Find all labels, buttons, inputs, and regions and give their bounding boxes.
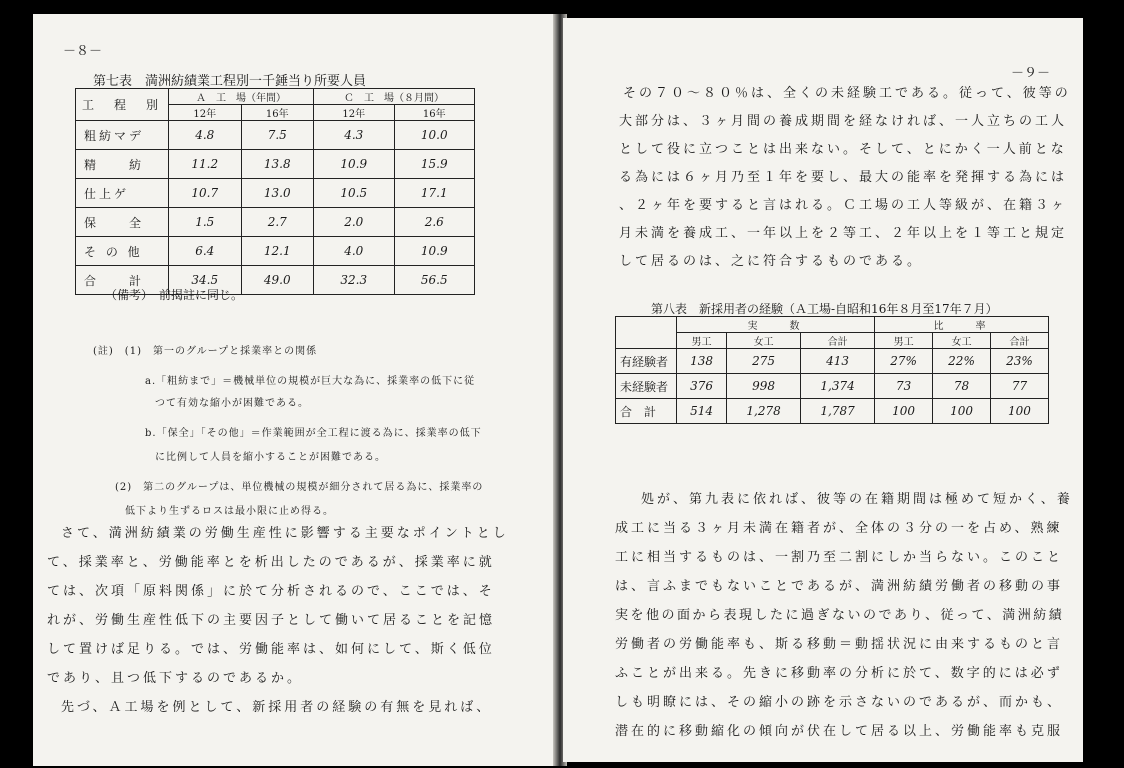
body-line: 大部分は、３ヶ月間の養成期間を経なければ、一人立ちの工人 bbox=[619, 114, 1068, 129]
cell-value: 100 bbox=[933, 399, 991, 424]
table8 bbox=[615, 316, 1049, 424]
table-row bbox=[76, 208, 475, 237]
cell-value: 56.5 bbox=[394, 266, 474, 295]
table8-caption: 第八表 新採用者の経験（Ａ工場-自昭和16年８月至17年７月） bbox=[651, 302, 998, 316]
row-label: そ の 他 bbox=[76, 237, 169, 266]
table8-sub-header: 男工 bbox=[677, 333, 727, 349]
body-line: その７０～８０％は、全くの未経験工である。従って、彼等の bbox=[623, 86, 1071, 101]
page-number: －９－ bbox=[1011, 66, 1051, 81]
body-line: れが、労働生産性低下の主要因子として働いて居ることを記憶 bbox=[47, 613, 496, 628]
body-line: 月未満を養成工、一年以上を２等工、２年以上を１等工と規定 bbox=[619, 226, 1068, 241]
cell-value: 27% bbox=[875, 349, 933, 374]
row-label: 未経験者 bbox=[616, 374, 677, 399]
cell-value: 49.0 bbox=[241, 266, 314, 295]
cell-value: 10.0 bbox=[394, 121, 474, 150]
body-line: して置けば足りる。では、労働能率は、如何にして、斯く低位 bbox=[47, 642, 495, 657]
table8-sub-header: 合計 bbox=[801, 333, 875, 349]
cell-value: 413 bbox=[801, 349, 875, 374]
table7-remark: （備考） 前揭註に同じ。 bbox=[105, 288, 244, 302]
cell-value: 73 bbox=[875, 374, 933, 399]
cell-value: 32.3 bbox=[314, 266, 394, 295]
body-line: しも明瞭には、その縮小の跡を示さないのであるが、而かも、 bbox=[615, 695, 1064, 710]
body-line: 潜在的に移動縮化の傾向が伏在して居る以上、労働能率も克服 bbox=[615, 724, 1064, 739]
cell-value: 10.5 bbox=[314, 179, 394, 208]
cell-value: 10.7 bbox=[169, 179, 242, 208]
row-label: 仕上ゲ bbox=[76, 179, 169, 208]
table7-year: 16年 bbox=[394, 105, 474, 121]
table-row bbox=[76, 237, 475, 266]
cell-value: 1.5 bbox=[169, 208, 242, 237]
row-label: 精 紡 bbox=[76, 150, 169, 179]
row-label: 粗紡マデ bbox=[76, 121, 169, 150]
cell-value: 1,374 bbox=[801, 374, 875, 399]
table7-year: 12年 bbox=[169, 105, 242, 121]
note-line: に比例して人員を縮小することが困難である。 bbox=[155, 452, 386, 463]
body-line: ふことが出来る。先きに移動率の分析に於て、数字的には必ず bbox=[615, 666, 1063, 681]
cell-value: 17.1 bbox=[394, 179, 474, 208]
left-page bbox=[33, 14, 559, 766]
cell-value: 15.9 bbox=[394, 150, 474, 179]
cell-value: 100 bbox=[990, 399, 1048, 424]
body-line: て、採業率と、労働能率とを析出したのであるが、採業率に就 bbox=[47, 555, 495, 570]
cell-value: 2.0 bbox=[314, 208, 394, 237]
cell-value: 4.0 bbox=[314, 237, 394, 266]
right-page bbox=[563, 18, 1083, 762]
table8-sub-header: 男工 bbox=[875, 333, 933, 349]
cell-value: 1,278 bbox=[727, 399, 801, 424]
cell-value: 23% bbox=[990, 349, 1048, 374]
note-line: (2) 第二のグループは、単位機械の規模が細分されて居る為に、採業率の bbox=[115, 482, 484, 493]
note-line: 低下より生ずるロスは最小限に止め得る。 bbox=[125, 506, 334, 517]
cell-value: 11.2 bbox=[169, 150, 242, 179]
table8-corner bbox=[616, 317, 677, 349]
cell-value: 2.6 bbox=[394, 208, 474, 237]
table-row bbox=[76, 179, 475, 208]
body-line: 実を他の面から表現したに過ぎないのであり、従って、満洲紡績 bbox=[615, 608, 1065, 623]
cell-value: 100 bbox=[875, 399, 933, 424]
cell-value: 275 bbox=[727, 349, 801, 374]
body-line: ては、次項「原料関係」に於て分析されるので、ここでは、そ bbox=[47, 584, 495, 599]
table-row bbox=[76, 150, 475, 179]
body-line: 労働者の労働能率も、斯る移動＝動揺状況に由来するものと言 bbox=[615, 637, 1064, 652]
cell-value: 998 bbox=[727, 374, 801, 399]
body-line: さて、満洲紡績業の労働生産性に影響する主要なポイントとし bbox=[61, 526, 509, 541]
cell-value: 13.0 bbox=[241, 179, 314, 208]
body-line: 成工に当る３ヶ月未満在籍者が、全体の３分の一を占め、熟練 bbox=[615, 521, 1063, 536]
note-line: a.「粗紡まで」＝機械単位の規模が巨大な為に、採業率の低下に従 bbox=[145, 376, 476, 387]
table8-sub-header: 女工 bbox=[727, 333, 801, 349]
cell-value: 2.7 bbox=[241, 208, 314, 237]
cell-value: 4.3 bbox=[314, 121, 394, 150]
body-line: として役に立つことは出来ない。そして、とにかく一人前とな bbox=[619, 142, 1067, 157]
body-line: は、言ふまでもないことであるが、満洲紡績労働者の移動の事 bbox=[615, 579, 1064, 594]
table7-plant-a: Ａ 工 場（年間） bbox=[169, 89, 314, 105]
cell-value: 4.8 bbox=[169, 121, 242, 150]
table7-year: 16年 bbox=[241, 105, 314, 121]
note-line: b.「保全」「その他」＝作業範囲が全工程に渡る為に、採業率の低下 bbox=[145, 428, 482, 439]
cell-value: 13.8 bbox=[241, 150, 314, 179]
table8-sub-header: 合計 bbox=[990, 333, 1048, 349]
cell-value: 376 bbox=[677, 374, 727, 399]
body-line: 、２ヶ年を要すると言はれる。Ｃ工場の工人等級が、在籍３ヶ bbox=[619, 198, 1068, 213]
row-label: 有経験者 bbox=[616, 349, 677, 374]
cell-value: 78 bbox=[933, 374, 991, 399]
cell-value: 77 bbox=[990, 374, 1048, 399]
cell-value: 10.9 bbox=[394, 237, 474, 266]
note-line: (註) (1) 第一のグループと採業率との関係 bbox=[93, 346, 318, 357]
body-line: 工に相当するものは、一割乃至二割にしか当らない。このこと bbox=[615, 550, 1064, 565]
row-label: 合 計 bbox=[616, 399, 677, 424]
cell-value: 6.4 bbox=[169, 237, 242, 266]
cell-value: 514 bbox=[677, 399, 727, 424]
body-line: であり、且つ低下するのであるか。 bbox=[47, 671, 304, 686]
note-line: つて有効な縮小が困難である。 bbox=[155, 398, 309, 409]
body-line: る為には６ヶ月乃至１年を要し、最大の能率を発揮する為には bbox=[619, 170, 1068, 185]
cell-value: 34.5 bbox=[169, 266, 242, 295]
cell-value: 7.5 bbox=[241, 121, 314, 150]
table7-plant-c: Ｃ 工 場（８月間） bbox=[314, 89, 475, 105]
table7-caption: 第七表 満洲紡績業工程別一千錘当り所要人員 bbox=[93, 74, 367, 89]
table7-header-process: 工 程 別 bbox=[76, 89, 169, 121]
body-line: して居るのは、之に符合するものである。 bbox=[619, 254, 924, 269]
table-row bbox=[616, 349, 1049, 374]
table8-group-header: 実 数 bbox=[677, 317, 875, 333]
page-number: －８－ bbox=[63, 44, 103, 59]
table8-group-header: 比 率 bbox=[875, 317, 1049, 333]
cell-value: 1,787 bbox=[801, 399, 875, 424]
row-label: 保 全 bbox=[76, 208, 169, 237]
cell-value: 12.1 bbox=[241, 237, 314, 266]
row-label: 合 計 bbox=[76, 266, 169, 295]
body-line: 先づ、Ａ工場を例として、新採用者の経験の有無を見れば、 bbox=[61, 700, 493, 715]
table8-sub-header: 女工 bbox=[933, 333, 991, 349]
table-row bbox=[616, 374, 1049, 399]
table7 bbox=[75, 88, 475, 295]
cell-value: 22% bbox=[933, 349, 991, 374]
table7-year: 12年 bbox=[314, 105, 394, 121]
cell-value: 10.9 bbox=[314, 150, 394, 179]
table-row bbox=[616, 399, 1049, 424]
body-line: 処が、第九表に依れば、彼等の在籍期間は極めて短かく、養 bbox=[641, 492, 1073, 507]
cell-value: 138 bbox=[677, 349, 727, 374]
table-row bbox=[76, 121, 475, 150]
